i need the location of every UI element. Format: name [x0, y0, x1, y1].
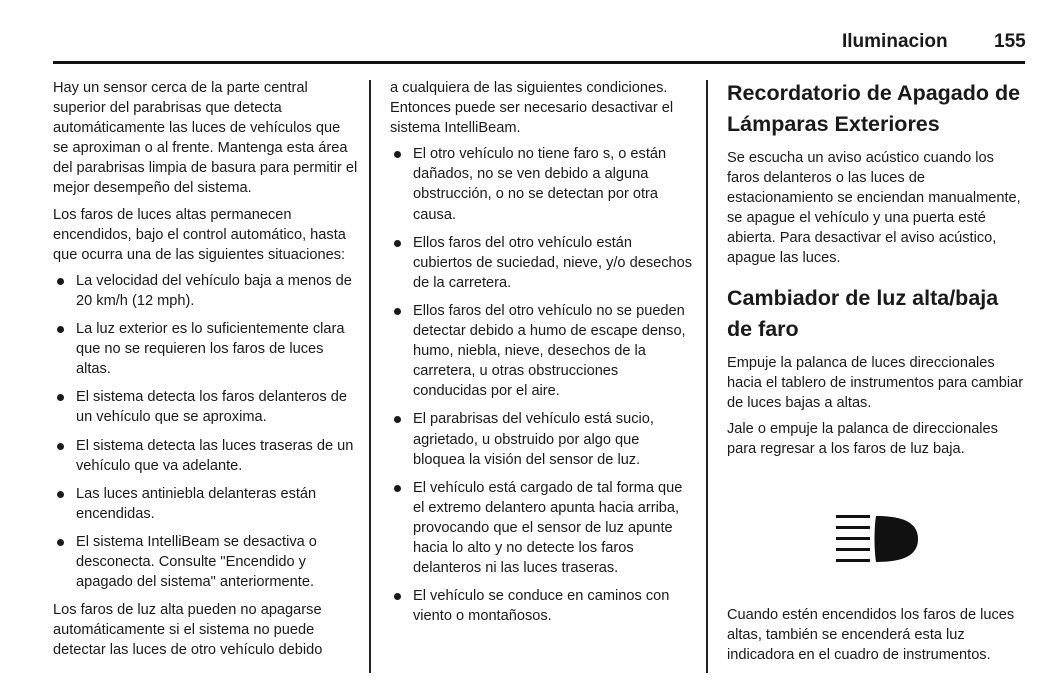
paragraph: Los faros de luz alta pueden no apagarse automáticamente si el sistema no puede detectar las luces de otro vehículo debido: [53, 602, 323, 659]
column-divider: [369, 80, 371, 673]
list-item: La velocidad del vehículo baja a menos de 20 km/h (12 mph).: [53, 271, 359, 311]
column-divider: [706, 80, 708, 673]
list-item: Ellos faros del otro vehículo no se pueden detectar debido a humo de escape denso, humo, niebla, nieve, desechos de la carretera, u otras obstrucciones conducidas por el aire.: [390, 301, 695, 401]
column-3: [727, 78, 1027, 671]
paragraph: Jale o empuje la palanca de direccionales para regresar a los faros de luz baja.: [727, 420, 998, 457]
column-1: [53, 78, 359, 666]
heading-exterior-lamp-reminder: Recordatorio de Apagado de Lámparas Exteriores: [727, 81, 1021, 136]
paragraph: Los faros de luces altas permanecen encendidos, bajo el control automático, hasta que ocurra una de las siguientes situaciones:: [53, 206, 346, 263]
section-title: Iluminacion: [842, 31, 948, 52]
paragraph: Cuando estén encendidos los faros de luces altas, también se encenderá esta luz indicadora en el cuadro de instrumentos.: [727, 607, 1015, 664]
heading-beam-changer: Cambiador de luz alta/baja de faro: [727, 285, 999, 341]
list-item: El vehículo está cargado de tal forma que el extremo delantero apunta hacia arriba, provocando que el sensor de luz apunte hacia lo alto y no detecte los faros delanteros ni las luces traseras.: [390, 478, 695, 578]
list-item: El otro vehículo no tiene faro s, o están dañados, no se ven debido a alguna obstrucción, o no se detectan por otra causa.: [390, 144, 695, 224]
list-item: El sistema detecta las luces traseras de un vehículo que va adelante.: [53, 436, 359, 476]
list-item: El vehículo se conduce en caminos con viento o montañosos.: [390, 586, 695, 626]
list-item: Las luces antiniebla delanteras están encendidas.: [53, 484, 359, 524]
header-divider: [53, 61, 1025, 64]
paragraph: Empuje la palanca de luces direccionales hacia el tablero de instrumentos para cambiar de luces bajas a altas.: [727, 354, 1024, 411]
paragraph: Se escucha un aviso acústico cuando los faros delanteros o las luces de estacionamiento se enciendan manualmente, se apague el vehículo y una puerta esté abierta. Para desactivar el aviso acústico, apague las luces.: [727, 150, 1021, 267]
icon-area: [727, 465, 1027, 605]
paragraph: a cualquiera de las siguientes condiciones. Entonces puede ser necesario desactivar el sistema IntelliBeam.: [390, 80, 674, 137]
bullet-list: [390, 144, 695, 626]
list-item: El sistema IntelliBeam se desactiva o desconecta. Consulte "Encendido y apagado del sistema" anteriormente.: [53, 532, 359, 592]
list-item: La luz exterior es lo suficientemente clara que no se requieren los faros de luces altas.: [53, 319, 359, 379]
paragraph: Hay un sensor cerca de la parte central superior del parabrisas que detecta automáticamente las luces de vehículos que se aproximan o al frente. Mantenga esta área del parabrisas limpia de basura para permitir el mejor desempeño del sistema.: [53, 80, 358, 197]
high-beam-indicator-icon: [836, 515, 922, 567]
bullet-list: [53, 271, 359, 592]
list-item: Ellos faros del otro vehículo están cubiertos de suciedad, nieve, y/o desechos de la carretera.: [390, 233, 695, 293]
list-item: El sistema detecta los faros delanteros de un vehículo que se aproxima.: [53, 387, 359, 427]
page-number: 155: [994, 31, 1026, 52]
column-2: [390, 78, 695, 634]
list-item: El parabrisas del vehículo está sucio, agrietado, u obstruido por algo que bloquea la visión del sensor de luz.: [390, 409, 695, 469]
